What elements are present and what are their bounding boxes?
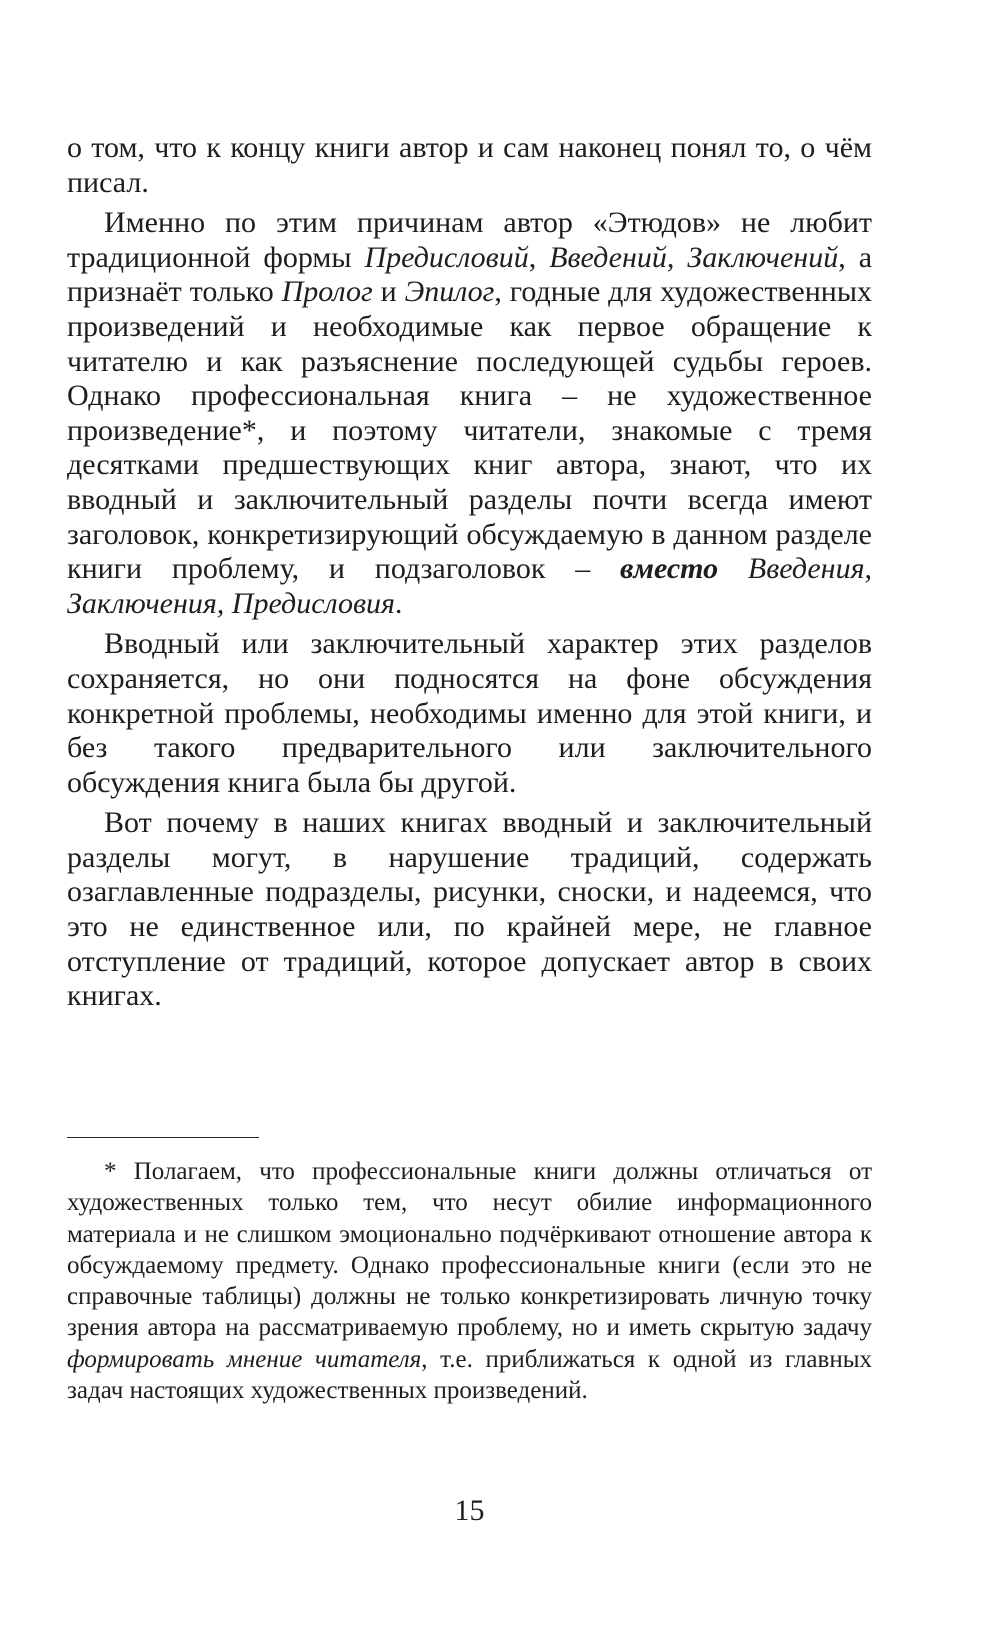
body-text [67,131,872,1020]
text-run: , т.е. приближаться к одной из главных задач настоящих художественных произведений. [67,1345,872,1405]
italic-text: формировать мнение читателя [67,1345,422,1373]
paragraph [67,806,872,1014]
text-run: * Полагаем, что профессиональные книги должны отличаться от художественных только тем, что несут обилие информационного материала и не слишком эмоционально подчёркивают отношение автора к обсуждаемому предмету. Однако профессиональные книги (если это не справочные таблицы) должны не только конкретизировать личную точку зрения автора на рассматриваемую проблему, но и иметь скрытую задачу [67,1158,872,1342]
footnote-divider [67,1137,259,1138]
bold-italic-text: вместо [619,552,719,586]
footnote [67,1156,872,1406]
text-run: Вот почему в наших книгах вводный и заключительный разделы могут, в нарушение традиций, содержать озаглавленные подразделы, рисунки, сноски, и надеемся, что это не единственное или, по крайней мере, не главное отступление от традиций, которое допускает автор в своих книгах. [67,806,872,1013]
paragraph [67,627,872,800]
paragraph [67,131,872,200]
text-run: , годные для художественных произведений и необходимые как первое обращение к читателю и как разъяснение последующей судьбы героев. Однако профессиональная книга – не художественное произведение*, и поэтому читатели, знакомые с тремя десятками предшествующих книг автора, знают, что их вводный и заключительный разделы почти всегда имеют заголовок, конкретизирующий обсуждаемую в данном разделе книги проблему, и подзаголовок – [67,275,872,586]
text-run: о том, что к концу книги автор и сам наконец понял то, о чём писал. [67,131,872,199]
text-run: , [528,240,550,274]
book-page [67,0,872,1627]
italic-text: Заключений [687,240,839,274]
page-number: 15 [454,1494,485,1527]
italic-text: Пролог [281,275,373,309]
text-run: , а признаёт только [67,240,873,309]
text-run [718,552,748,585]
text-run: Именно по этим причинам автор «Этюдов» не любит традиционной формы [67,206,872,274]
italic-text: Введений [549,240,667,274]
italic-text: Эпилог [404,275,495,309]
italic-text: Введения, Заключения, Предисловия [67,552,873,620]
text-run: . [394,586,403,620]
paragraph [67,206,872,621]
italic-text: Предисловий [364,240,529,274]
text-run: и [372,275,405,309]
text-run: Вводный или заключительный характер этих разделов сохраняется, но они подносятся на фоне обсуждения конкретной проблемы, необходимы именно для этой книги, и без такого предварительного или заключительного обсуждения книга была бы другой. [67,627,872,799]
text-run: , [666,240,688,274]
